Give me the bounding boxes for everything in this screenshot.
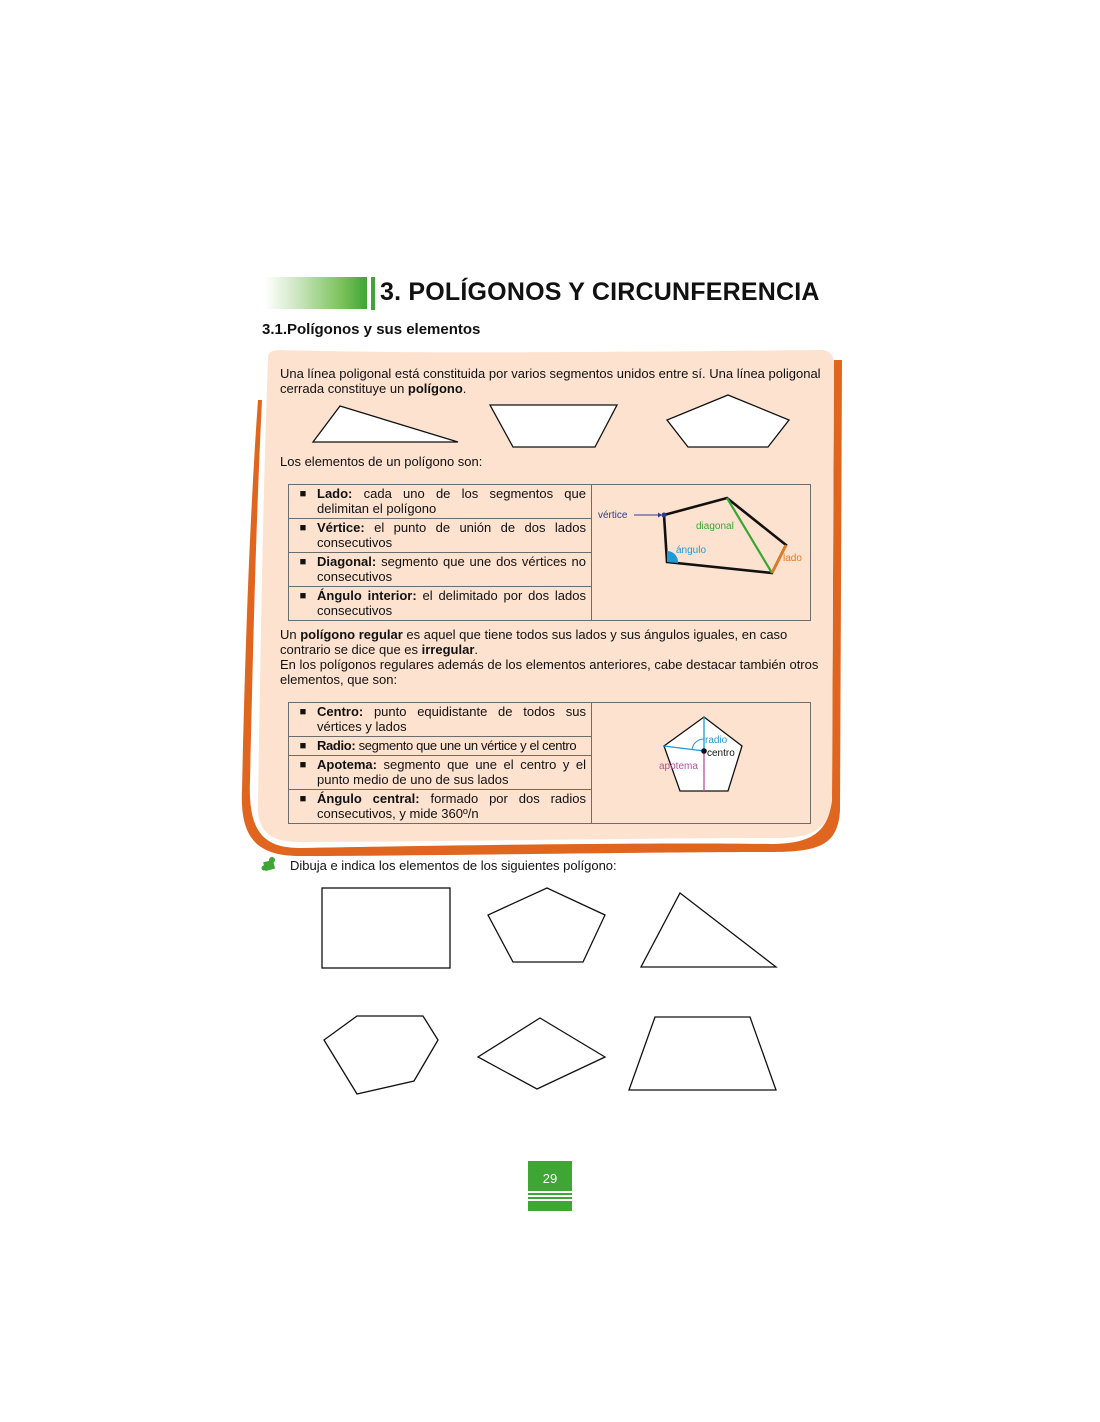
exercise-trapezoid xyxy=(629,1017,776,1090)
term-lado: Lado: xyxy=(317,486,353,501)
label-radio: radio xyxy=(705,735,728,746)
text-part: . xyxy=(474,642,479,657)
text-part: Un xyxy=(280,627,301,642)
elements-table xyxy=(288,484,811,621)
term-centro: Centro: xyxy=(317,704,364,719)
page-number: 29 xyxy=(542,1171,558,1186)
black-square-icon: ■ xyxy=(299,556,307,568)
definition-cell xyxy=(289,790,592,824)
text-part: es aquel que tiene todos sus lados y sus ángulos iguales, en caso contrario se dice que es xyxy=(280,627,788,657)
term-apotema: Apotema: xyxy=(317,757,377,772)
regular-polygon-figure xyxy=(592,703,811,824)
exercise-triangle xyxy=(641,893,776,967)
black-square-icon: ■ xyxy=(299,488,307,500)
black-square-icon: ■ xyxy=(299,793,307,805)
regular-figure-svg xyxy=(592,703,810,819)
exercise-hexagon xyxy=(324,1016,438,1094)
regular-polygon-paragraph xyxy=(280,627,825,687)
definition-cell xyxy=(289,485,592,519)
definition-cell xyxy=(289,587,592,621)
page-number-line xyxy=(528,1195,572,1197)
regular-elements-table xyxy=(288,702,811,824)
page-title: 3. POLÍGONOS Y CIRCUNFERENCIA xyxy=(380,278,820,306)
desc-diagonal: segmento que une dos vértices no consecutivos xyxy=(317,554,586,584)
regular-elements-intro: En los polígonos regulares además de los elementos anteriores, cabe destacar también otros elementos, que son: xyxy=(280,657,819,687)
elements-intro: Los elementos de un polígono son: xyxy=(280,454,483,469)
polygon-figure-svg xyxy=(592,485,810,615)
exercise-pentagon xyxy=(488,888,605,962)
bold-irregular: irregular xyxy=(421,642,475,657)
definition-cell xyxy=(289,703,592,737)
puzzle-piece-icon xyxy=(262,857,276,871)
exercise-rhombus xyxy=(478,1018,605,1089)
black-square-icon: ■ xyxy=(299,759,307,771)
desc-radio: segmento que une un vértice y el centro xyxy=(355,738,577,753)
label-diagonal: diagonal xyxy=(696,521,734,532)
definition-cell xyxy=(289,737,592,756)
page-number-line xyxy=(528,1199,572,1201)
section-title: 3.1.Polígonos y sus elementos xyxy=(262,321,481,338)
intro-text-end: . xyxy=(462,381,467,396)
black-square-icon: ■ xyxy=(299,740,307,752)
title-separator xyxy=(371,277,375,310)
polygon-elements-figure xyxy=(592,485,811,621)
desc-angulo-interior: el delimitado por dos lados consecutivos xyxy=(317,588,586,618)
definition-cell xyxy=(289,756,592,790)
page-number-box xyxy=(528,1161,572,1211)
intro-text: Una línea poligonal está constituida por varios segmentos unidos entre sí. Una línea poligonal cerrada constituye un xyxy=(280,366,821,396)
title-gradient-bar xyxy=(265,277,367,309)
bold-poligono-regular: polígono regular xyxy=(300,627,403,642)
label-centro: centro xyxy=(707,748,735,759)
desc-apotema: segmento que une el centro y el punto medio de uno de sus lados xyxy=(317,757,586,787)
black-square-icon: ■ xyxy=(299,706,307,718)
label-lado: lado xyxy=(783,553,802,564)
desc-vertice: el punto de unión de dos lados consecutivos xyxy=(317,520,586,550)
desc-angulo-central: formado por dos radios consecutivos, y mide 360º/n xyxy=(317,791,586,821)
label-apotema: apotema xyxy=(659,761,698,772)
black-square-icon: ■ xyxy=(299,590,307,602)
black-square-icon: ■ xyxy=(299,522,307,534)
desc-lado: cada uno de los segmentos que delimitan el polígono xyxy=(317,486,586,516)
desc-centro: punto equidistante de todos sus vértices y lados xyxy=(317,704,586,734)
definition-cell xyxy=(289,519,592,553)
regular-definition xyxy=(280,627,825,657)
label-vertice: vértice xyxy=(598,510,628,521)
trapezoid-shape xyxy=(490,405,617,447)
page-number-line xyxy=(528,1191,572,1193)
intro-paragraph xyxy=(280,366,825,396)
intro-bold-term: polígono xyxy=(407,381,463,396)
label-angulo: ángulo xyxy=(676,545,707,556)
term-vertice: Vértice: xyxy=(317,520,365,535)
term-angulo-interior: Ángulo interior: xyxy=(317,588,417,603)
exercise-instruction: Dibuja e indica los elementos de los siguientes polígono: xyxy=(290,858,617,873)
definition-cell xyxy=(289,553,592,587)
term-angulo-central: Ángulo central: xyxy=(317,791,420,806)
term-diagonal: Diagonal: xyxy=(317,554,377,569)
term-radio: Radio: xyxy=(317,738,356,753)
exercise-rectangle xyxy=(322,888,450,968)
